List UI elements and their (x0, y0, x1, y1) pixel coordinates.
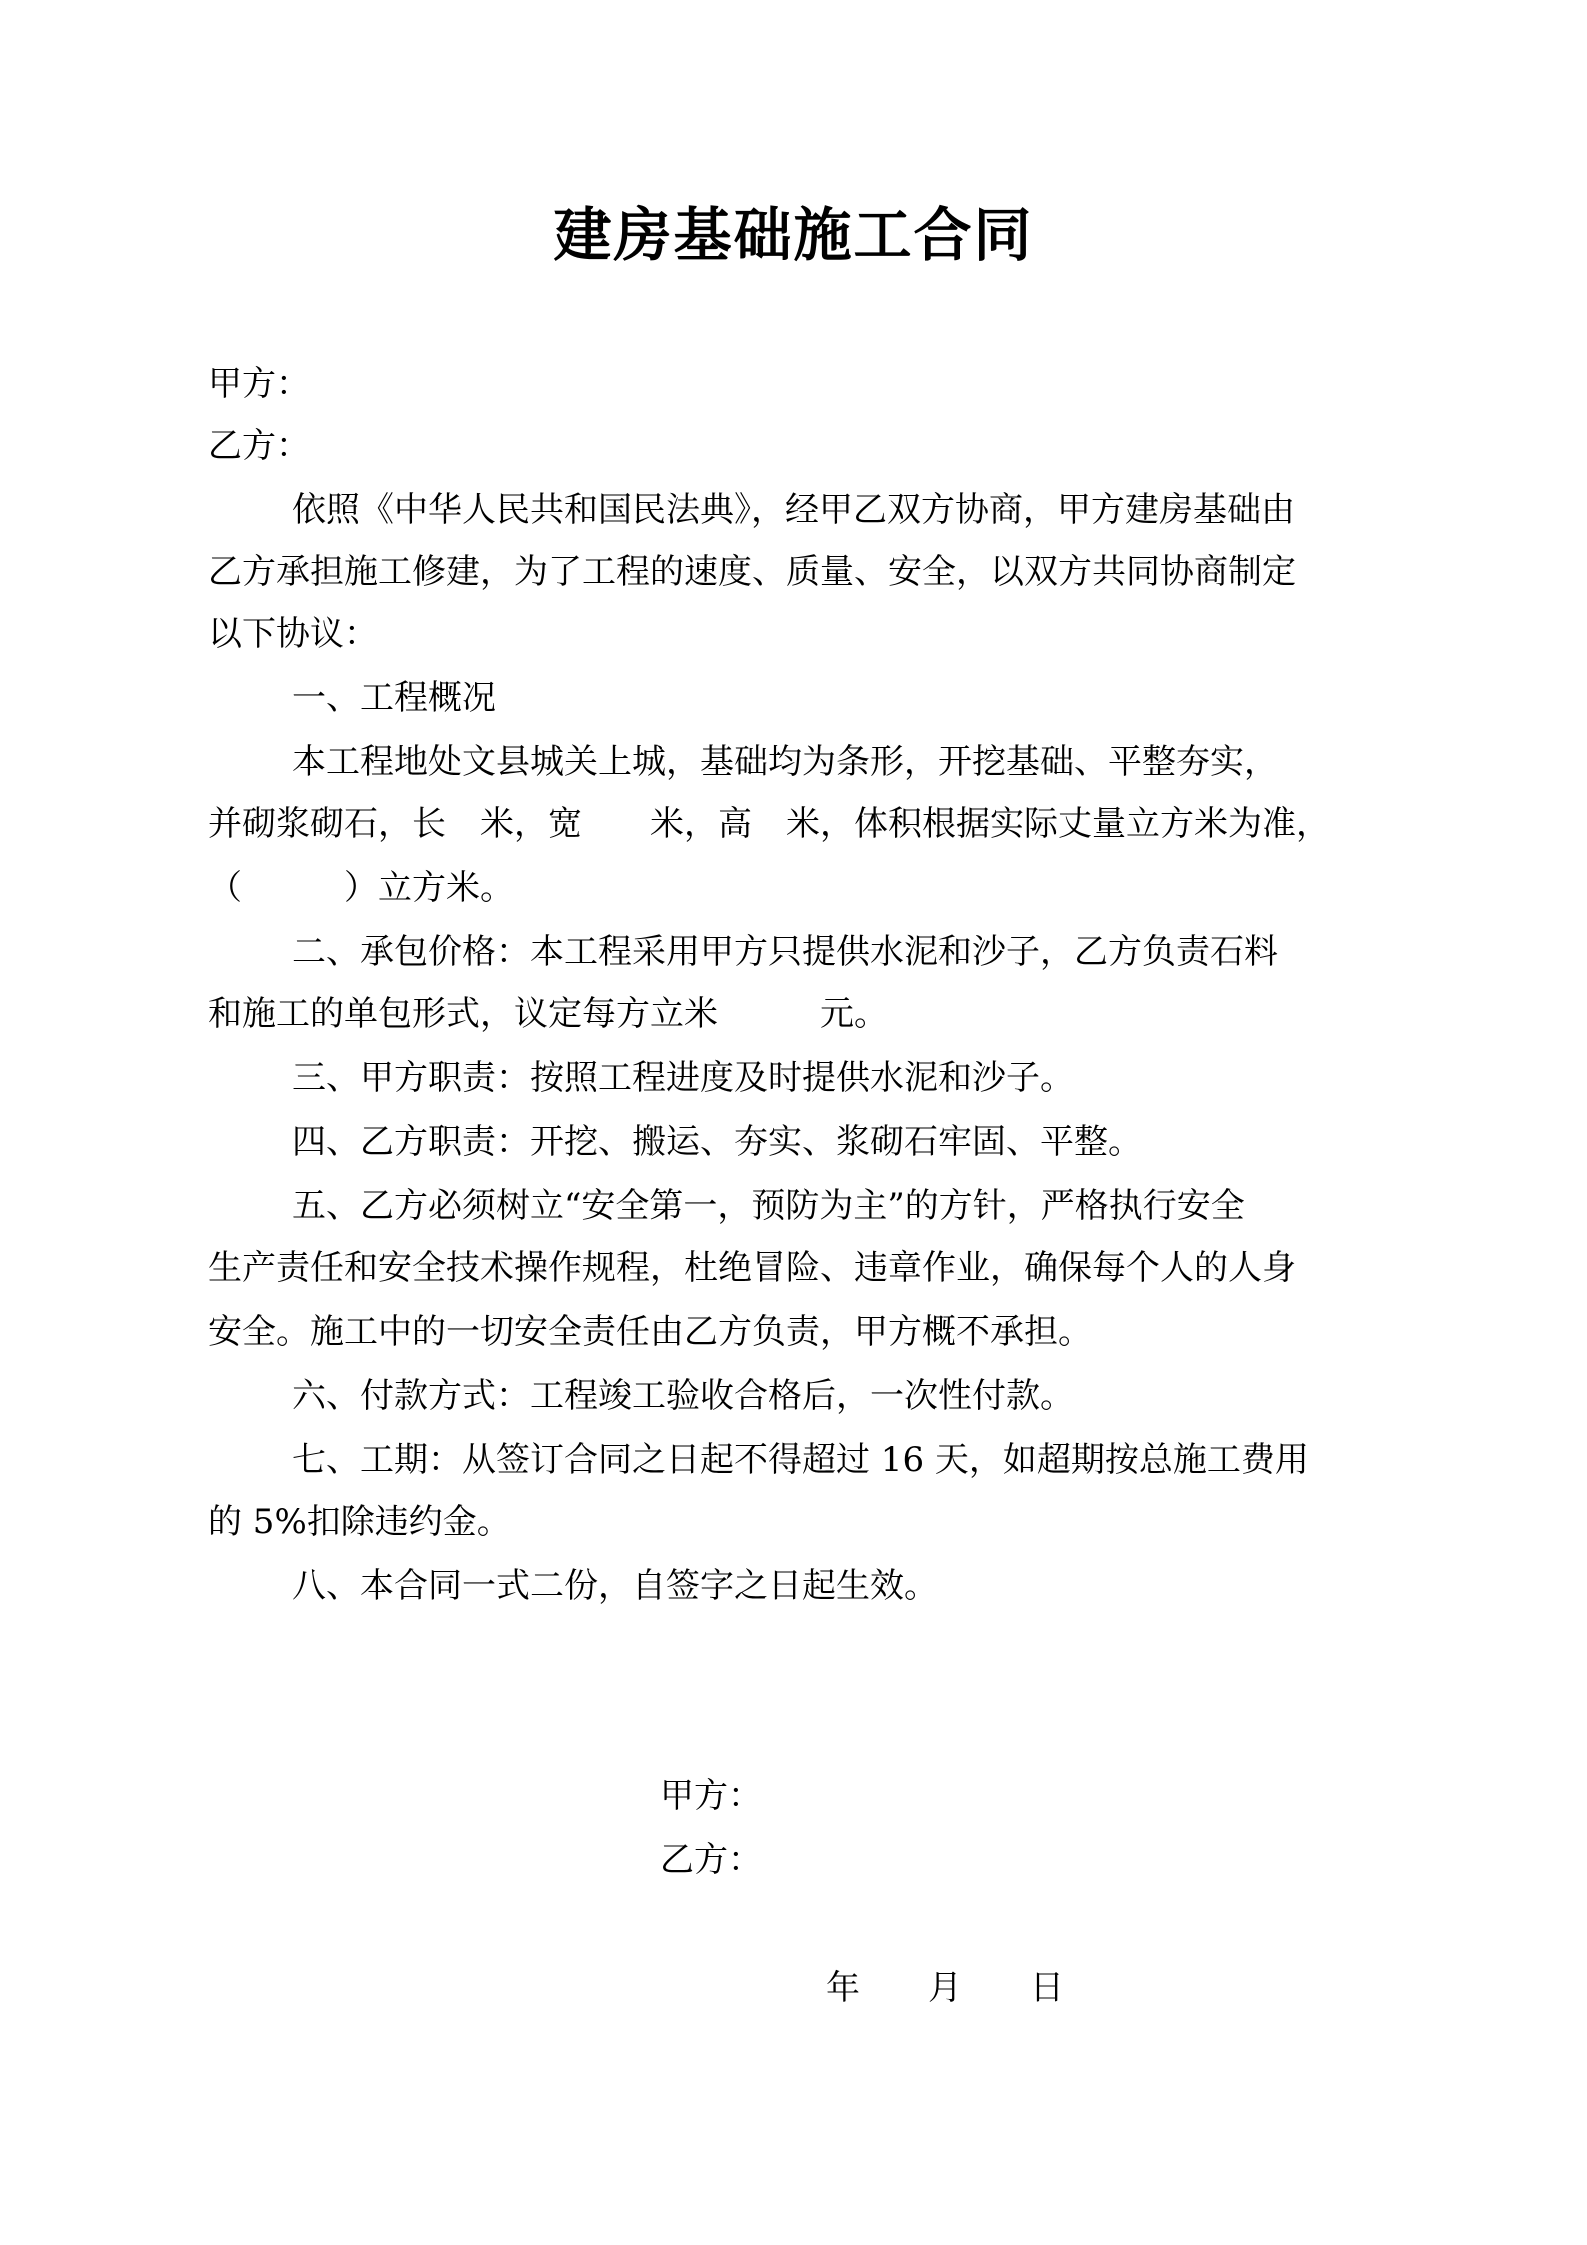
signature-party-b: 乙方： (660, 1840, 762, 1880)
section-7-line-2: 的 5%扣除违约金。 (208, 1502, 511, 1542)
section-4: 四、乙方职责：开挖、搬运、夯实、浆砌石牢固、平整。 (292, 1122, 1142, 1162)
section-5-line-3: 安全。施工中的一切安全责任由乙方负责，甲方概不承担。 (208, 1312, 1092, 1352)
intro-line-1: 依照《中华人民共和国民法典》，经甲乙双方协商，甲方建房基础由 (292, 490, 1295, 530)
section-1-line-2: 并砌浆砌石，长 米，宽 米，高 米，体积根据实际丈量立方米为准， (208, 804, 1330, 844)
party-a-field: 甲方： (208, 364, 310, 404)
section-1-heading: 一、工程概况 (292, 678, 496, 718)
signature-date: 年 月 日 (826, 1968, 1064, 2008)
section-3: 三、甲方职责：按照工程进度及时提供水泥和沙子。 (292, 1058, 1074, 1098)
signature-party-a: 甲方： (660, 1776, 762, 1816)
party-b-field: 乙方： (208, 426, 310, 466)
intro-line-2: 乙方承担施工修建，为了工程的速度、质量、安全，以双方共同协商制定 (208, 552, 1296, 592)
section-5-line-2: 生产责任和安全技术操作规程，杜绝冒险、违章作业，确保每个人的人身 (208, 1248, 1296, 1288)
section-5-line-1: 五、乙方必须树立“安全第一，预防为主”的方针，严格执行安全 (292, 1186, 1245, 1226)
section-8: 八、本合同一式二份，自签字之日起生效。 (292, 1566, 938, 1606)
document-title: 建房基础施工合同 (553, 201, 1034, 269)
section-1-line-1: 本工程地处文县城关上城，基础均为条形，开挖基础、平整夯实， (292, 742, 1278, 782)
intro-line-3: 以下协议： (208, 614, 378, 654)
section-2-line-1: 二、承包价格：本工程采用甲方只提供水泥和沙子，乙方负责石料 (292, 932, 1278, 972)
section-6: 六、付款方式：工程竣工验收合格后，一次性付款。 (292, 1376, 1074, 1416)
section-2-line-2: 和施工的单包形式，议定每方立米 元。 (208, 994, 888, 1034)
section-1-line-3: （ ）立方米。 (208, 868, 514, 908)
section-7-line-1: 七、工期：从签订合同之日起不得超过 16 天，如超期按总施工费用 (292, 1440, 1309, 1480)
